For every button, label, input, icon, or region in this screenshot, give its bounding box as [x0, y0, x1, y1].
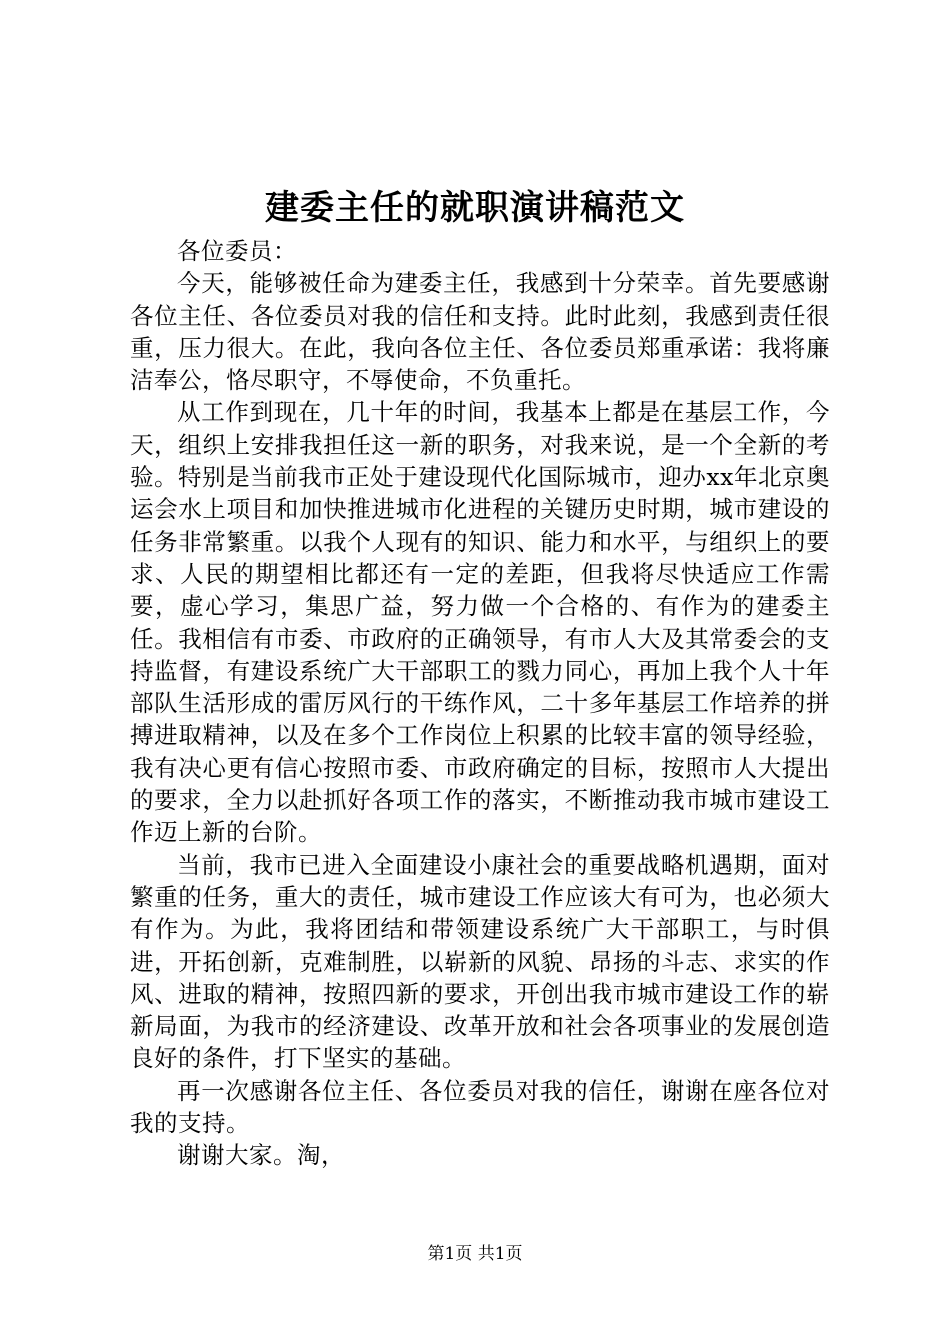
body-paragraph: 当前，我市已进入全面建设小康社会的重要战略机遇期，面对繁重的任务，重大的责任，城市建设工作应该大有可为，也必须大有作为。为此，我将团结和带领建设系统广大干部职工，与时俱进，开拓创新，克难制胜，以崭新的风貌、昂扬的斗志、求实的作风、进取的精神，按照四新的要求，开创出我市城市建设工作的崭新局面，为我市的经济建设、改革开放和社会各项事业的发展创造良好的条件，打下坚实的基础。 [130, 850, 830, 1073]
document-body [130, 235, 830, 1172]
salutation-paragraph: 各位委员： [177, 237, 297, 265]
closing-paragraph: 谢谢大家。淘， [177, 1141, 345, 1170]
body-paragraph: 今天，能够被任命为建委主任，我感到十分荣幸。首先要感谢各位主任、各位委员对我的信任和支持。此时此刻，我感到责任很重，压力很大。在此，我向各位主任、各位委员郑重承诺：我将廉洁奉公，恪尽职守，不辱使命，不负重托。 [130, 269, 830, 395]
body-paragraph: 再一次感谢各位主任、各位委员对我的信任，谢谢在座各位对我的支持。 [130, 1076, 830, 1138]
page-footer: 第1页 共1页 [427, 1244, 523, 1264]
document-title: 建委主任的就职演讲稿范文 [265, 188, 685, 228]
body-paragraph: 从工作到现在，几十年的时间，我基本上都是在基层工作，今天，组织上安排我担任这一新的职务，对我来说，是一个全新的考验。特别是当前我市正处于建设现代化国际城市，迎办xx年北京奥运会水上项目和加快推进城市化进程的关键历史时期，城市建设的任务非常繁重。以我个人现有的知识、能力和水平，与组织上的要求、人民的期望相比都还有一定的差距，但我将尽快适应工作需要，虚心学习，集思广益，努力做一个合格的、有作为的建委主任。我相信有市委、市政府的正确领导，有市人大及其常委会的支持监督，有建设系统广大干部职工的戮力同心，再加上我个人十年部队生活形成的雷厉风行的干练作风，二十多年基层工作培养的拼搏进取精神，以及在多个工作岗位上积累的比较丰富的领导经验，我有决心更有信心按照市委、市政府确定的目标，按照市人大提出的要求，全力以赴抓好各项工作的落实，不断推动我市城市建设工作迈上新的台阶。 [130, 398, 830, 847]
